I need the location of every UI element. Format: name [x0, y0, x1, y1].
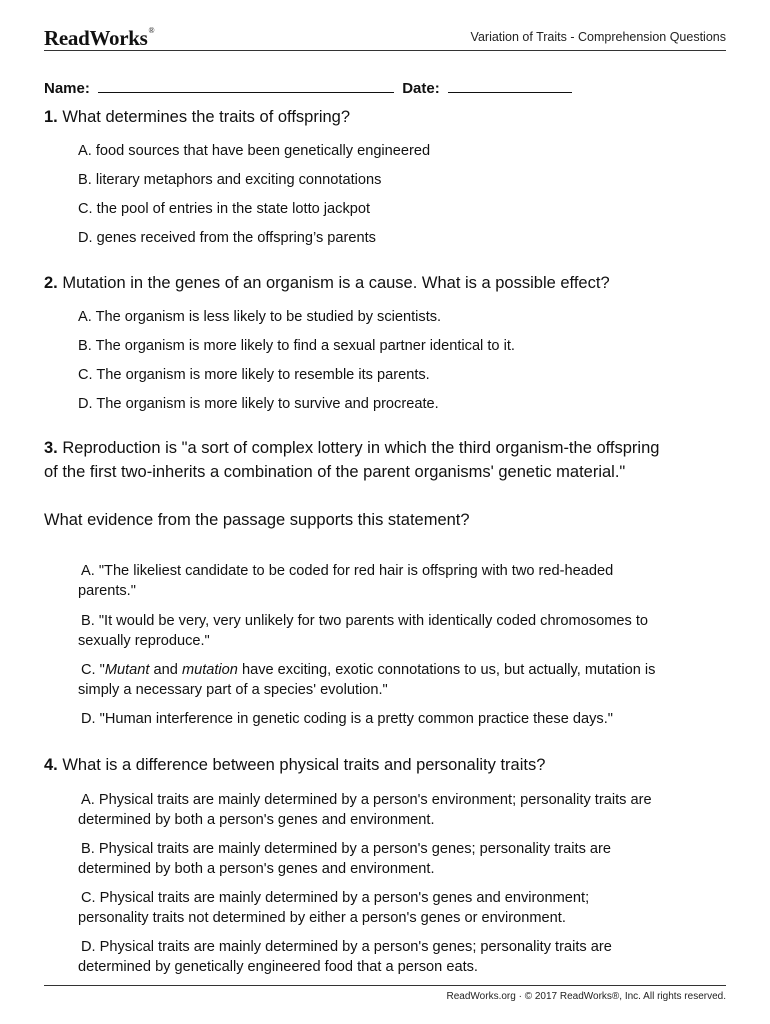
footer-divider	[44, 985, 726, 986]
question-text-line2: of the first two-inherits a combination of the parent organisms' genetic material."	[44, 463, 626, 481]
question-number: 2.	[44, 274, 58, 292]
option-d[interactable]: D. "Human interference in genetic coding is a pretty common practice these days."	[81, 711, 613, 727]
page-header	[44, 24, 726, 50]
option-b[interactable]: B. "It would be very, very unlikely for two parents with identically coded chromosomes to sexually reproduce."	[78, 613, 649, 649]
option-c[interactable]: C. Physical traits are mainly determined by a person's genes and environment; personality traits not determined by either a person's genes or environment.	[78, 890, 590, 926]
question-number: 3.	[44, 439, 58, 457]
document-title: Variation of Traits - Comprehension Questions	[470, 30, 726, 44]
name-date-row	[44, 78, 572, 97]
name-label: Name:	[44, 80, 90, 97]
question-text: What is a difference between physical traits and personality traits?	[62, 756, 546, 774]
header-divider	[44, 50, 726, 51]
readworks-logo: ReadWorks®	[44, 26, 155, 50]
name-field[interactable]	[98, 78, 394, 93]
option-c[interactable]: C. The organism is more likely to resemble its parents.	[78, 367, 430, 383]
option-c[interactable]: C. "Mutant and mutation have exciting, exotic connotations to us, but actually, mutation is simply a necessary part of a species' evolution."	[78, 662, 656, 698]
option-d[interactable]: D. Physical traits are mainly determined by a person's genes; personality traits are determined by genetically engineered food that a person eats.	[78, 939, 612, 975]
date-label: Date:	[402, 80, 440, 97]
option-b[interactable]: B. The organism is more likely to find a sexual partner identical to it.	[78, 338, 515, 354]
option-a[interactable]: A. Physical traits are mainly determined by a person's environment; personality traits are determined by both a person's genes and environment.	[78, 792, 652, 828]
option-b[interactable]: B. Physical traits are mainly determined by a person's genes; personality traits are determined by both a person's genes and environment.	[78, 841, 612, 877]
option-b[interactable]: B. literary metaphors and exciting connotations	[78, 172, 382, 188]
question-4	[44, 753, 734, 777]
question-3-prompt: What evidence from the passage supports this statement?	[44, 511, 470, 529]
date-field[interactable]	[448, 78, 572, 93]
question-text: Mutation in the genes of an organism is a cause. What is a possible effect?	[62, 274, 610, 292]
footer-copyright: ReadWorks.org · © 2017 ReadWorks®, Inc. All rights reserved.	[446, 991, 726, 1002]
question-2	[44, 271, 734, 295]
option-a[interactable]: A. food sources that have been genetically engineered	[78, 143, 431, 159]
question-3	[44, 436, 734, 484]
option-c[interactable]: C. the pool of entries in the state lotto jackpot	[78, 201, 371, 217]
option-d[interactable]: D. genes received from the offspring’s parents	[78, 230, 376, 246]
question-number: 4.	[44, 756, 58, 774]
question-text-line1: Reproduction is "a sort of complex lottery in which the third organism-the offspring	[62, 439, 660, 457]
option-a[interactable]: A. "The likeliest candidate to be coded for red hair is offspring with two red-headed parents."	[78, 563, 614, 599]
question-text: What determines the traits of offspring?	[62, 108, 351, 126]
question-1	[44, 105, 734, 129]
question-number: 1.	[44, 108, 58, 126]
option-a[interactable]: A. The organism is less likely to be studied by scientists.	[78, 309, 442, 325]
option-d[interactable]: D. The organism is more likely to survive and procreate.	[78, 396, 439, 412]
